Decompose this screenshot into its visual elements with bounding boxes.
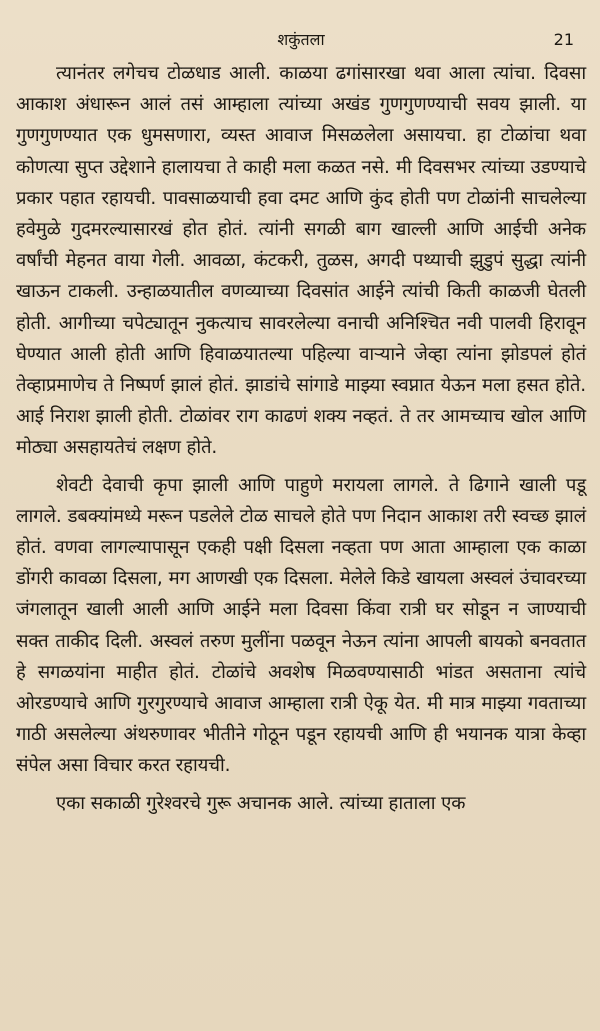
paragraph-2: शेवटी देवाची कृपा झाली आणि पाहुणे मरायला लागले. ते ढिगाने खाली पडू लागले. डबक्यांमध्ये मरून पडलेले टोळ साचले होते पण निदान आकाश तरी स्वच्छ झालं होतं. वणवा लागल्यापासून एकही पक्षी दिसला नव्हता पण आता आम्हाला एक काळा डोंगरी कावळा दिसला, मग आणखी एक दिसला. मेलेले किडे खायला अस्वलं उंचावरच्या जंगलातून खाली आली आणि आईने मला दिवसा किंवा रात्री घर सोडून न जाण्याची सक्त ताकीद दिली. अस्वलं तरुण मुलींना पळवून नेऊन त्यांना आपली बायको बनवतात हे सगळयांना माहीत होतं. टोळांचे अवशेष मिळवण्यासाठी भांडत असताना त्यांचे ओरडण्याचे आणि गुरगुरण्याचे आवाज आम्हाला रात्री ऐकू येत. मी मात्र माझ्या गवताच्या गाठी असलेल्या अंथरुणावर भीतीने गोठून पडून रहायची आणि ही भयानक यात्रा केव्हा संपेल असा विचार करत रहायची. <box>16 474 586 777</box>
paragraph-1: त्यानंतर लगेचच टोळधाड आली. काळया ढगांसारखा थवा आला त्यांचा. दिवसा आकाश अंधारून आलं तसं आम्हाला त्यांच्या अखंड गुणगुणण्याची सवय झाली. या गुणगुणण्यात एक धुमसणारा, व्यस्त आवाज मिसळलेला असायचा. हा टोळांचा थवा कोणत्या सुप्त उद्देशाने हालायचा ते काही मला कळत नसे. मी दिवसभर त्यांच्या उडण्याचे प्रकार पहात रहायची. पावसाळयाची हवा दमट आणि कुंद होती पण टोळांनी साचलेल्या हवेमुळे गुदमरल्यासारखं होत होतं. त्यांनी सगळी बाग खाल्ली आणि आईची अनेक वर्षांची मेहनत वाया गेली. आवळा, कंटकरी, तुळस, अगदी पथ्याची झुडुपं सुद्धा त्यांनी खाऊन टाकली. उन्हाळयातील वणव्याच्या दिवसांत आईने त्यांची किती काळजी घेतली होती. आगीच्या चपेट्यातून नुकत्याच सावरलेल्या वनाची अनिश्चित नवी पालवी हिरावून घेण्यात आली होती आणि हिवाळयातल्या पहिल्या वाऱ्याने जेव्हा त्यांना झोडपलं होतं तेव्हाप्रमाणेच ते निष्पर्ण झालं होतं. झाडांचे सांगाडे माझ्या स्वप्नात येऊन मला हसत होते. आई निराश झाली होती. टोळांवर राग काढणं शक्य नव्हतं. ते तर आमच्याच खोल आणि मोठ्या असहायतेचं लक्षण होते. <box>16 63 586 459</box>
page-number: 21 <box>553 30 574 49</box>
body-text <box>16 58 586 819</box>
paragraph-3: एका सकाळी गुरेश्वरचे गुरू अचानक आले. त्यांच्या हाताला एक <box>56 792 466 814</box>
running-title: शकुंतला <box>277 30 325 49</box>
page-header <box>16 0 586 58</box>
